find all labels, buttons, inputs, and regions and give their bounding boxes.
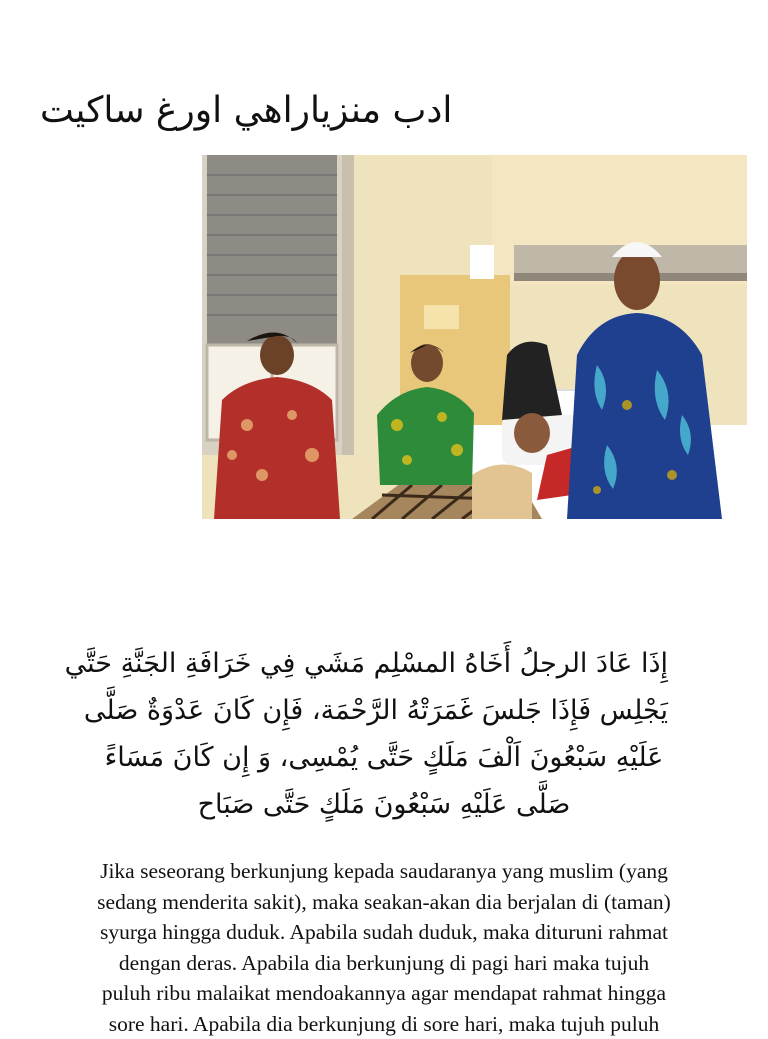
hadith-line: إِذَا عَادَ الرجلُ أَخَاهُ المسْلِم مَشَي فِي خَرَافَةِ الجَنَّةِ حَتَّي (100, 640, 668, 687)
hospital-visit-photo (202, 155, 747, 519)
page-title: ادب منزياراهي اورغ ساكيت (40, 86, 480, 136)
translation-line: syurga hingga duduk. Apabila sudah duduk, maka dituruni rahmat (40, 917, 728, 948)
hadith-line: يَجْلِس فَإِذَا جَلسَ غَمَرَتْهُ الرَّحْمَة، فَإِن كَانَ عَدْوَةٌ صَلَّى (100, 687, 668, 734)
translation-line: sedang menderita sakit), maka seakan-akan dia berjalan di (taman) (40, 887, 728, 918)
translation-line: puluh ribu malaikat mendoakannya agar mendapat rahmat hingga (40, 978, 728, 1009)
translation-line: Jika seseorang berkunjung kepada saudaranya yang muslim (yang (40, 856, 728, 887)
hadith-line: صَلَّى عَلَيْهِ سَبْعُونَ مَلَكٍ حَتَّى صَبَاح (100, 781, 668, 828)
translation-paragraph (40, 856, 728, 1039)
translation-line: dengan deras. Apabila dia berkunjung di pagi hari maka tujuh (40, 948, 728, 979)
hadith-arabic-text (100, 640, 668, 828)
translation-line: sore hari. Apabila dia berkunjung di sore hari, maka tujuh puluh (40, 1009, 728, 1039)
photo-illustration (202, 155, 747, 519)
hadith-line: عَلَيْهِ سَبْعُونَ اَلْفَ مَلَكٍ حَتَّى يُمْسِى، وَ إِن كَانَ مَسَاءً (100, 734, 668, 781)
